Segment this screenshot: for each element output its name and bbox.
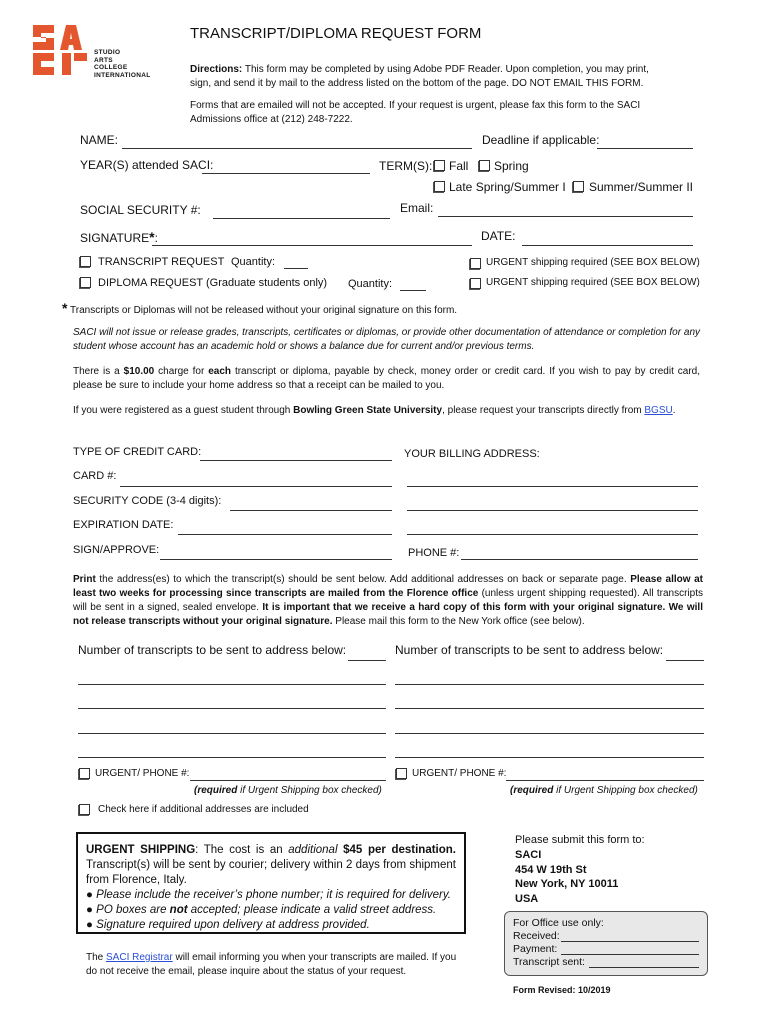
right-address-line[interactable] bbox=[395, 757, 704, 758]
required-rest: if Urgent Shipping box checked) bbox=[237, 785, 382, 796]
quantity2-label: Quantity: bbox=[348, 278, 393, 290]
urgent-bullet: ● PO boxes are not accepted; please indicate a valid street address. bbox=[86, 904, 437, 916]
terms-label: TERM(S): bbox=[379, 159, 433, 173]
left-count-field[interactable] bbox=[348, 660, 386, 661]
left-urgent-checkbox[interactable] bbox=[79, 768, 90, 779]
address-line: SACI bbox=[515, 849, 542, 861]
office-received-field[interactable] bbox=[561, 941, 699, 942]
date-field[interactable] bbox=[522, 245, 693, 246]
urgent2-checkbox[interactable] bbox=[470, 278, 481, 289]
logo-line: COLLEGE bbox=[94, 64, 128, 71]
instr-p2: (unless urgent shipping requested). All transcripts will be sent in a signed, sealed envelope. bbox=[73, 588, 703, 613]
signature-text: SIGNATURE bbox=[80, 231, 150, 245]
diploma-request-checkbox[interactable] bbox=[80, 277, 91, 288]
page-title: TRANSCRIPT/DIPLOMA REQUEST FORM bbox=[190, 25, 482, 42]
urgent-intro bbox=[86, 843, 456, 888]
card-type-field[interactable] bbox=[200, 460, 392, 461]
charge-note bbox=[73, 365, 700, 393]
registrar-pre: The bbox=[86, 952, 107, 963]
right-address-line[interactable] bbox=[395, 708, 704, 709]
guest-post: , please request your transcripts directly from bbox=[442, 405, 645, 416]
right-required-note bbox=[510, 784, 698, 798]
left-urgent-phone-field[interactable] bbox=[190, 780, 386, 781]
urgent2-label: URGENT shipping required (SEE BOX BELOW) bbox=[486, 277, 700, 288]
instr-b1: Please allow at least two weeks for processing since transcripts are mailed from the Florence office bbox=[73, 574, 703, 599]
office-payment-field[interactable] bbox=[561, 954, 699, 955]
charge-post: transcript or diploma, payable by check, money order or credit card. If you wish to pay by credit card, please be sure to include your home address so that a receipt can be mailed to you. bbox=[73, 366, 700, 391]
email-label: Email: bbox=[400, 201, 434, 215]
guest-pre: If you were registered as a guest student through bbox=[73, 405, 294, 416]
guest-end: . bbox=[672, 405, 676, 416]
logo-line: STUDIO bbox=[94, 49, 121, 56]
right-count-field[interactable] bbox=[666, 660, 704, 661]
office-payment-row bbox=[513, 943, 699, 956]
office-received-label: Received: bbox=[513, 930, 560, 942]
fall-checkbox[interactable] bbox=[434, 160, 445, 171]
office-received-row bbox=[513, 930, 699, 943]
signature-colon: : bbox=[154, 231, 158, 245]
signature-label bbox=[80, 230, 158, 246]
right-count-label: Number of transcripts to be sent to address below: bbox=[395, 643, 664, 657]
phone-label: PHONE #: bbox=[408, 547, 460, 559]
office-sent-field[interactable] bbox=[589, 967, 699, 968]
address-line: USA bbox=[515, 892, 539, 905]
required-bold: (required bbox=[194, 785, 238, 796]
right-address-line[interactable] bbox=[395, 684, 704, 685]
office-sent-label: Transcript sent: bbox=[513, 956, 585, 968]
left-required-note bbox=[194, 784, 382, 798]
transcript-quantity-field[interactable] bbox=[284, 268, 308, 269]
instr-b2: It is important that we receive a hard copy of this form with your original signature. We will not release transcripts without your original signature. bbox=[73, 602, 703, 627]
signature-field[interactable] bbox=[152, 245, 472, 246]
card-number-field[interactable] bbox=[120, 486, 392, 487]
security-code-label: SECURITY CODE (3-4 digits): bbox=[73, 495, 222, 507]
right-urgent-label: URGENT/ PHONE #: bbox=[412, 768, 507, 779]
left-urgent-label: URGENT/ PHONE #: bbox=[95, 768, 190, 779]
urgent-t1: : The cost is an bbox=[195, 844, 289, 856]
billing-line-3[interactable] bbox=[407, 534, 698, 535]
registrar-post: will email informing you when your transcripts are mailed. If you do not receive the email, please inquire about the status of your request. bbox=[86, 952, 457, 977]
instr-print: Print bbox=[73, 574, 96, 585]
saci-logo-mark bbox=[30, 22, 90, 78]
guest-bold: Bowling Green State University bbox=[293, 405, 443, 416]
bgsu-link[interactable]: BGSU bbox=[644, 405, 673, 416]
transcript-request-checkbox[interactable] bbox=[80, 256, 91, 267]
charge-amount: $10.00 bbox=[123, 366, 155, 377]
instr-p1: the address(es) to which the transcript(s) should be sent below. Add additional addresses on back or separate page. bbox=[95, 574, 631, 585]
summer2-label: Summer/Summer II bbox=[589, 180, 694, 194]
diploma-quantity-field[interactable] bbox=[400, 290, 426, 291]
shipping-instructions bbox=[73, 573, 703, 629]
urgent-shipping-box bbox=[76, 832, 466, 934]
billing-label: YOUR BILLING ADDRESS: bbox=[404, 448, 540, 460]
charge-each: each bbox=[208, 366, 232, 377]
security-code-field[interactable] bbox=[230, 510, 392, 511]
mailing-address bbox=[515, 848, 618, 906]
directions bbox=[190, 63, 670, 91]
late-spring-checkbox[interactable] bbox=[434, 181, 445, 192]
urgent-bullet: ● Signature required upon delivery at address provided. bbox=[86, 919, 370, 931]
left-address-line[interactable] bbox=[78, 684, 386, 685]
additional-addresses-label: Check here if additional addresses are included bbox=[98, 804, 309, 815]
transcript-request-label: TRANSCRIPT REQUEST bbox=[98, 256, 225, 268]
name-field[interactable] bbox=[122, 148, 472, 149]
bullet-text: Signature required upon delivery at address provided. bbox=[96, 919, 370, 931]
office-title: For Office use only: bbox=[513, 917, 604, 929]
bullet-text: PO boxes are bbox=[96, 904, 170, 916]
saci-logo bbox=[30, 22, 90, 78]
note-text: Transcripts or Diplomas will not be released without your original signature on this form. bbox=[67, 305, 458, 316]
instr-p3: Please mail this form to the New York office (see below). bbox=[332, 616, 585, 627]
logo-line: ARTS bbox=[94, 56, 113, 64]
office-use-box bbox=[504, 911, 708, 976]
registrar-note bbox=[86, 951, 464, 979]
signature-star: * bbox=[149, 229, 155, 245]
left-address-line[interactable] bbox=[78, 708, 386, 709]
billing-line-2[interactable] bbox=[407, 510, 698, 511]
additional-addresses-checkbox[interactable] bbox=[79, 804, 90, 815]
urgent-title: URGENT SHIPPING bbox=[86, 844, 196, 856]
address-line: 454 W 19th St bbox=[515, 863, 587, 876]
quantity1-label: Quantity: bbox=[231, 256, 276, 268]
right-address-line[interactable] bbox=[395, 733, 704, 734]
spring-checkbox[interactable] bbox=[479, 160, 490, 171]
fall-label: Fall bbox=[449, 159, 469, 173]
directions-text: This form may be completed by using Adobe PDF Reader. Upon completion, you may print, sign, and send it by mail to the address listed on the bottom of the page. DO NOT EMAIL THIS FORM. bbox=[190, 64, 649, 89]
date-label: DATE: bbox=[481, 229, 516, 243]
bullet-not: not bbox=[169, 904, 188, 916]
note-star: * bbox=[62, 300, 68, 316]
diploma-request-label: DIPLOMA REQUEST (Graduate students only) bbox=[98, 277, 328, 289]
required-rest: if Urgent Shipping box checked) bbox=[553, 785, 698, 796]
years-field[interactable] bbox=[202, 173, 370, 174]
directions-label: Directions: bbox=[190, 64, 243, 75]
logo-line: INTERNATIONAL bbox=[94, 71, 151, 79]
charge-pre: There is a bbox=[73, 366, 124, 377]
sign-approve-label: SIGN/APPROVE: bbox=[73, 544, 160, 556]
name-label: NAME: bbox=[80, 133, 119, 147]
ssn-field[interactable] bbox=[213, 218, 390, 219]
office-sent-row bbox=[513, 956, 699, 969]
card-type-label: TYPE OF CREDIT CARD: bbox=[73, 446, 202, 458]
address-line: New York, NY 10011 bbox=[515, 878, 619, 890]
deadline-field[interactable] bbox=[597, 148, 693, 149]
left-address-line[interactable] bbox=[78, 733, 386, 734]
spring-label: Spring bbox=[494, 159, 529, 173]
billing-line-1[interactable] bbox=[407, 486, 698, 487]
required-bold: (required bbox=[510, 785, 554, 796]
phone-field[interactable] bbox=[461, 559, 698, 560]
expiration-label: EXPIRATION DATE: bbox=[73, 519, 174, 531]
ssn-label: SOCIAL SECURITY #: bbox=[80, 203, 201, 217]
email-note: Forms that are emailed will not be accepted. If your request is urgent, please fax this form to the SACI Admissions office at (212) 248-7222. bbox=[190, 100, 641, 125]
urgent1-label: URGENT shipping required (SEE BOX BELOW) bbox=[486, 257, 700, 268]
submit-heading: Please submit this form to: bbox=[515, 834, 645, 846]
right-urgent-checkbox[interactable] bbox=[396, 768, 407, 779]
sign-approve-field[interactable] bbox=[160, 559, 392, 560]
urgent-bullet: ● Please include the receiver’s phone number; it is required for delivery. bbox=[86, 889, 451, 901]
hold-note: SACI will not issue or release grades, transcripts, certificates or diplomas, or provide other documentation of attendance or completion for any student whose account has an academic hold or shows a balance due for current and/or previous terms. bbox=[73, 327, 700, 352]
urgent-additional: additional bbox=[288, 844, 338, 856]
urgent-amount: $45 per destination. bbox=[337, 844, 456, 856]
expiration-field[interactable] bbox=[178, 534, 392, 535]
deadline-label: Deadline if applicable: bbox=[482, 133, 600, 147]
summer2-checkbox[interactable] bbox=[573, 181, 584, 192]
bullet-text: Please include the receiver’s phone number; it is required for delivery. bbox=[96, 889, 451, 901]
charge-mid: charge for bbox=[154, 366, 209, 377]
bullet-rest: accepted; please indicate a valid street address. bbox=[187, 904, 437, 916]
years-label: YEAR(S) attended SACI: bbox=[80, 158, 214, 172]
email-field[interactable] bbox=[438, 216, 693, 217]
office-payment-label: Payment: bbox=[513, 943, 558, 955]
registrar-link[interactable]: SACI Registrar bbox=[106, 952, 173, 963]
card-number-label: CARD #: bbox=[73, 470, 117, 482]
form-revised: Form Revised: 10/2019 bbox=[513, 985, 611, 995]
urgent-t2: Transcript(s) will be sent by courier; delivery within 2 days from shipment from Florence, Italy. bbox=[86, 859, 456, 886]
logo-wordmark bbox=[94, 49, 151, 79]
left-count-label: Number of transcripts to be sent to address below: bbox=[78, 643, 347, 657]
guest-note bbox=[73, 404, 700, 418]
signature-note bbox=[62, 301, 702, 318]
urgent1-checkbox[interactable] bbox=[470, 258, 481, 269]
right-urgent-phone-field[interactable] bbox=[506, 780, 704, 781]
left-address-line[interactable] bbox=[78, 757, 386, 758]
late-spring-label: Late Spring/Summer I bbox=[449, 180, 566, 194]
